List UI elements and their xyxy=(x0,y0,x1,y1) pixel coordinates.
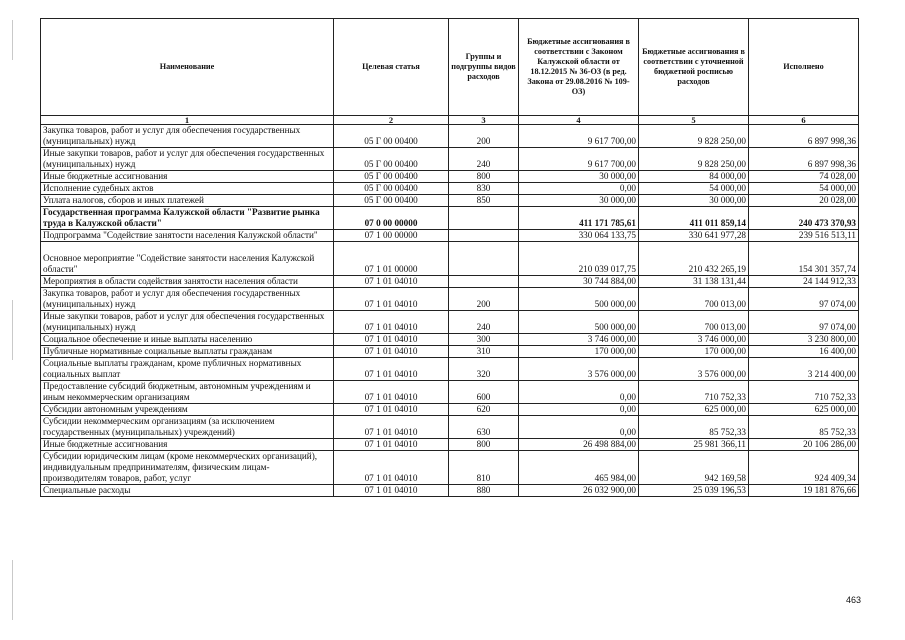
table-row xyxy=(41,148,859,171)
row-target-article: 07 1 01 04010 xyxy=(334,381,449,404)
row-target-article: 07 1 01 04010 xyxy=(334,311,449,334)
row-name: Социальные выплаты гражданам, кроме публичных нормативных социальных выплат xyxy=(41,358,334,381)
row-executed: 924 409,34 xyxy=(749,451,859,485)
row-executed: 97 074,00 xyxy=(749,311,859,334)
row-executed: 20 028,00 xyxy=(749,195,859,207)
row-law-allocation: 465 984,00 xyxy=(519,451,639,485)
row-refined-allocation: 625 000,00 xyxy=(639,404,749,416)
row-target-article: 07 1 01 04010 xyxy=(334,334,449,346)
table-row xyxy=(41,485,859,497)
row-refined-allocation: 9 828 250,00 xyxy=(639,148,749,171)
row-target-article: 07 1 01 04010 xyxy=(334,451,449,485)
table-row xyxy=(41,230,859,242)
row-refined-allocation: 84 000,00 xyxy=(639,171,749,183)
row-name: Иные закупки товаров, работ и услуг для обеспечения государственных (муниципальных) нужд xyxy=(41,311,334,334)
row-name: Социальное обеспечение и иные выплаты населению xyxy=(41,334,334,346)
row-law-allocation: 0,00 xyxy=(519,404,639,416)
row-law-allocation: 26 498 884,00 xyxy=(519,439,639,451)
table-row xyxy=(41,276,859,288)
row-expense-group: 880 xyxy=(449,485,519,497)
row-expense-group: 830 xyxy=(449,183,519,195)
row-law-allocation: 9 617 700,00 xyxy=(519,125,639,148)
row-target-article: 07 1 01 04010 xyxy=(334,404,449,416)
row-refined-allocation: 700 013,00 xyxy=(639,311,749,334)
row-law-allocation: 170 000,00 xyxy=(519,346,639,358)
row-refined-allocation: 411 011 859,14 xyxy=(639,207,749,230)
row-name: Закупка товаров, работ и услуг для обеспечения государственных (муниципальных) нужд xyxy=(41,125,334,148)
row-expense-group: 800 xyxy=(449,171,519,183)
row-executed: 54 000,00 xyxy=(749,183,859,195)
row-target-article: 07 1 01 04010 xyxy=(334,439,449,451)
row-expense-group xyxy=(449,276,519,288)
table-row xyxy=(41,439,859,451)
header-law-allocations: Бюджетные ассигнования в соответствии с Законом Калужской области от 18.12.2015 № 36-ОЗ (в ред. Закона от 29.08.2016 № 109-ОЗ) xyxy=(519,19,639,116)
row-executed: 710 752,33 xyxy=(749,381,859,404)
row-expense-group: 310 xyxy=(449,346,519,358)
column-number: 1 xyxy=(41,116,334,125)
page-number: 463 xyxy=(845,595,861,605)
row-name: Специальные расходы xyxy=(41,485,334,497)
row-refined-allocation: 700 013,00 xyxy=(639,288,749,311)
column-number: 4 xyxy=(519,116,639,125)
row-refined-allocation: 9 828 250,00 xyxy=(639,125,749,148)
row-target-article: 07 1 01 04010 xyxy=(334,485,449,497)
header-executed: Исполнено xyxy=(749,19,859,116)
header-expense-groups: Группы и подгруппы видов расходов xyxy=(449,19,519,116)
row-law-allocation: 30 000,00 xyxy=(519,171,639,183)
row-law-allocation: 0,00 xyxy=(519,183,639,195)
row-refined-allocation: 710 752,33 xyxy=(639,381,749,404)
row-law-allocation: 500 000,00 xyxy=(519,288,639,311)
row-expense-group: 620 xyxy=(449,404,519,416)
row-refined-allocation: 54 000,00 xyxy=(639,183,749,195)
table-row xyxy=(41,451,859,485)
row-law-allocation: 500 000,00 xyxy=(519,311,639,334)
row-target-article: 05 Г 00 00400 xyxy=(334,183,449,195)
row-executed: 239 516 513,11 xyxy=(749,230,859,242)
row-name: Мероприятия в области содействия занятости населения области xyxy=(41,276,334,288)
row-law-allocation: 9 617 700,00 xyxy=(519,148,639,171)
row-law-allocation: 30 000,00 xyxy=(519,195,639,207)
row-executed: 6 897 998,36 xyxy=(749,148,859,171)
table-row xyxy=(41,171,859,183)
row-target-article: 05 Г 00 00400 xyxy=(334,195,449,207)
column-number-row xyxy=(41,116,859,125)
row-refined-allocation: 3 576 000,00 xyxy=(639,358,749,381)
row-name: Субсидии некоммерческим организациям (за исключением государственных (муниципальных) учреждений) xyxy=(41,416,334,439)
row-executed: 3 230 800,00 xyxy=(749,334,859,346)
table-row xyxy=(41,416,859,439)
header-row xyxy=(41,19,859,116)
row-refined-allocation: 25 039 196,53 xyxy=(639,485,749,497)
row-expense-group: 850 xyxy=(449,195,519,207)
row-expense-group xyxy=(449,207,519,230)
row-executed: 625 000,00 xyxy=(749,404,859,416)
row-name: Иные закупки товаров, работ и услуг для обеспечения государственных (муниципальных) нужд xyxy=(41,148,334,171)
table-body xyxy=(41,125,859,497)
row-refined-allocation: 170 000,00 xyxy=(639,346,749,358)
row-name: Иные бюджетные ассигнования xyxy=(41,171,334,183)
row-law-allocation: 0,00 xyxy=(519,416,639,439)
header-name: Наименование xyxy=(41,19,334,116)
table-row xyxy=(41,242,859,276)
row-name: Закупка товаров, работ и услуг для обеспечения государственных (муниципальных) нужд xyxy=(41,288,334,311)
column-number: 6 xyxy=(749,116,859,125)
row-law-allocation: 30 744 884,00 xyxy=(519,276,639,288)
row-expense-group: 200 xyxy=(449,288,519,311)
row-name: Подпрограмма "Содействие занятости населения Калужской области" xyxy=(41,230,334,242)
row-executed: 19 181 876,66 xyxy=(749,485,859,497)
row-target-article: 07 1 01 04010 xyxy=(334,358,449,381)
row-refined-allocation: 942 169,58 xyxy=(639,451,749,485)
row-refined-allocation: 210 432 265,19 xyxy=(639,242,749,276)
budget-table xyxy=(40,18,859,497)
row-name: Исполнение судебных актов xyxy=(41,183,334,195)
row-executed: 20 106 286,00 xyxy=(749,439,859,451)
row-executed: 24 144 912,33 xyxy=(749,276,859,288)
table-row xyxy=(41,334,859,346)
row-refined-allocation: 85 752,33 xyxy=(639,416,749,439)
row-executed: 240 473 370,93 xyxy=(749,207,859,230)
row-target-article: 05 Г 00 00400 xyxy=(334,148,449,171)
scan-edge-mark xyxy=(12,20,13,60)
row-refined-allocation: 330 641 977,28 xyxy=(639,230,749,242)
row-executed: 85 752,33 xyxy=(749,416,859,439)
row-name: Основное мероприятие "Содействие занятости населения Калужской области" xyxy=(41,242,334,276)
row-target-article: 07 1 00 00000 xyxy=(334,230,449,242)
row-name: Предоставление субсидий бюджетным, автономным учреждениям и иным некоммерческим организациям xyxy=(41,381,334,404)
row-target-article: 07 0 00 00000 xyxy=(334,207,449,230)
column-number: 2 xyxy=(334,116,449,125)
row-executed: 74 028,00 xyxy=(749,171,859,183)
row-law-allocation: 0,00 xyxy=(519,381,639,404)
row-expense-group xyxy=(449,230,519,242)
row-law-allocation: 411 171 785,61 xyxy=(519,207,639,230)
row-refined-allocation: 25 981 366,11 xyxy=(639,439,749,451)
table-row xyxy=(41,381,859,404)
row-target-article: 07 1 01 04010 xyxy=(334,346,449,358)
row-target-article: 05 Г 00 00400 xyxy=(334,125,449,148)
row-name: Иные бюджетные ассигнования xyxy=(41,439,334,451)
row-expense-group: 810 xyxy=(449,451,519,485)
scan-edge-mark xyxy=(12,300,13,360)
row-refined-allocation: 3 746 000,00 xyxy=(639,334,749,346)
row-expense-group: 320 xyxy=(449,358,519,381)
row-refined-allocation: 30 000,00 xyxy=(639,195,749,207)
row-law-allocation: 330 064 133,75 xyxy=(519,230,639,242)
row-target-article: 05 Г 00 00400 xyxy=(334,171,449,183)
row-law-allocation: 3 576 000,00 xyxy=(519,358,639,381)
row-expense-group: 800 xyxy=(449,439,519,451)
row-target-article: 07 1 01 04010 xyxy=(334,416,449,439)
row-expense-group xyxy=(449,242,519,276)
row-expense-group: 200 xyxy=(449,125,519,148)
row-target-article: 07 1 01 04010 xyxy=(334,288,449,311)
row-law-allocation: 26 032 900,00 xyxy=(519,485,639,497)
row-name: Публичные нормативные социальные выплаты гражданам xyxy=(41,346,334,358)
table-row xyxy=(41,207,859,230)
table-row xyxy=(41,346,859,358)
row-executed: 16 400,00 xyxy=(749,346,859,358)
row-name: Уплата налогов, сборов и иных платежей xyxy=(41,195,334,207)
row-refined-allocation: 31 138 131,44 xyxy=(639,276,749,288)
row-name: Субсидии автономным учреждениям xyxy=(41,404,334,416)
table-row xyxy=(41,358,859,381)
row-executed: 154 301 357,74 xyxy=(749,242,859,276)
header-refined-allocations: Бюджетные ассигнования в соответствии с уточненной бюджетной росписью расходов xyxy=(639,19,749,116)
row-executed: 6 897 998,36 xyxy=(749,125,859,148)
column-number: 5 xyxy=(639,116,749,125)
header-target-article: Целевая статья xyxy=(334,19,449,116)
row-expense-group: 600 xyxy=(449,381,519,404)
table-row xyxy=(41,183,859,195)
table-row xyxy=(41,404,859,416)
row-expense-group: 240 xyxy=(449,148,519,171)
row-law-allocation: 3 746 000,00 xyxy=(519,334,639,346)
column-number: 3 xyxy=(449,116,519,125)
row-target-article: 07 1 01 00000 xyxy=(334,242,449,276)
row-name: Субсидии юридическим лицам (кроме некоммерческих организаций), индивидуальным предпринимателям, физическим лицам-производителям товаров, работ, услуг xyxy=(41,451,334,485)
row-executed: 97 074,00 xyxy=(749,288,859,311)
row-expense-group: 630 xyxy=(449,416,519,439)
table-row xyxy=(41,311,859,334)
row-target-article: 07 1 01 04010 xyxy=(334,276,449,288)
table-row xyxy=(41,195,859,207)
row-expense-group: 300 xyxy=(449,334,519,346)
table-row xyxy=(41,288,859,311)
row-executed: 3 214 400,00 xyxy=(749,358,859,381)
row-law-allocation: 210 039 017,75 xyxy=(519,242,639,276)
scan-edge-mark xyxy=(12,560,13,620)
row-name: Государственная программа Калужской области "Развитие рынка труда в Калужской области" xyxy=(41,207,334,230)
row-expense-group: 240 xyxy=(449,311,519,334)
table-row xyxy=(41,125,859,148)
